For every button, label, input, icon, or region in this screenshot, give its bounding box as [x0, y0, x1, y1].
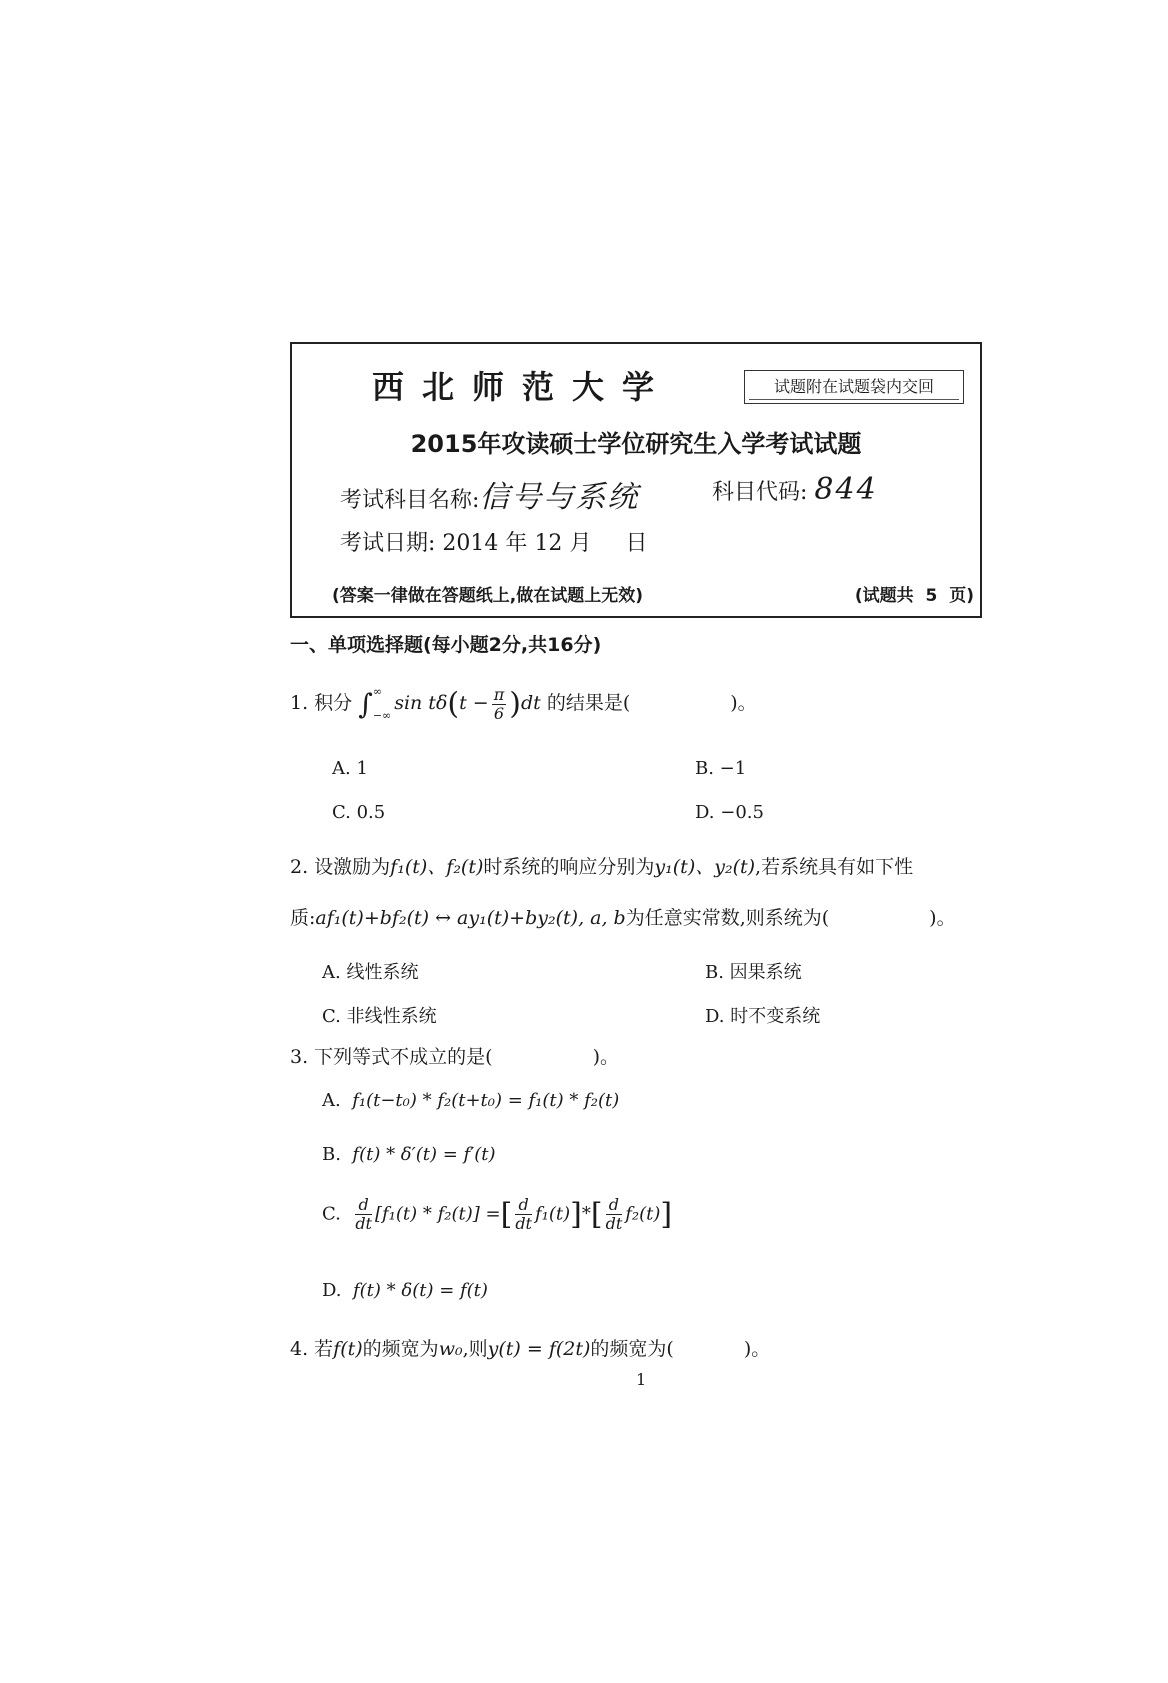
return-note-box: 试题附在试题袋内交回	[744, 370, 964, 404]
page-number: 1	[636, 1370, 647, 1389]
question-3: 3. 下列等式不成立的是( )。	[290, 1046, 620, 1068]
q1-integrand: sin tδ	[394, 692, 448, 714]
pages-count: 5	[925, 586, 938, 606]
date-year-unit: 年	[505, 531, 528, 556]
q2-responses: y₁(t)、y₂(t)	[654, 856, 756, 878]
date-day-unit: 日	[625, 531, 648, 556]
q1-option-c: C. 0.5	[332, 802, 386, 823]
question-1: 1. 积分 ∫ ∞ −∞ sin tδ(t − $\frac{\pi}{6}$ )dt 的结果是( )。	[290, 680, 757, 728]
university-name: 西北师范大学	[372, 368, 673, 406]
q2-excitations: f₁(t)、f₂(t)	[390, 856, 484, 878]
section-title: 一、单项选择题(每小题2分,共16分)	[290, 634, 602, 656]
date-year: 2014	[442, 531, 499, 556]
q2-option-b: B. 因果系统	[705, 962, 802, 983]
code-handwritten: 844	[814, 472, 878, 507]
q2-option-a: A. 线性系统	[322, 962, 419, 983]
subject-row	[340, 472, 639, 516]
q1-end: )。	[730, 692, 757, 714]
q1-option-a: A. 1	[332, 758, 368, 779]
q3c-ddt: $\frac{d}{dt}$	[355, 1195, 372, 1233]
subject-label: 考试科目名称:	[340, 488, 480, 513]
q3-option-b: B. f(t) * δ′(t) = f′(t)	[322, 1144, 496, 1165]
q1-fraction: $\frac{\pi}{6}$	[493, 684, 505, 723]
question-2-line-1: 2. 设激励为f₁(t)、f₂(t)时系统的响应分别为y₁(t)、y₂(t),若系统具有如下性	[290, 856, 914, 878]
q2-option-c: C. 非线性系统	[322, 1006, 437, 1027]
q1-option-b: B. −1	[695, 758, 747, 779]
q3-option-d: D. f(t) * δ(t) = f(t)	[322, 1280, 488, 1301]
exam-header-box	[290, 342, 982, 618]
question-2-line-2: 质:af₁(t)+bf₂(t) ↔ ay₁(t)+by₂(t), a, b为任意实常数,则系统为( )。	[290, 907, 956, 929]
pages-prefix: (试题共	[854, 586, 914, 606]
integral-sign: ∫	[358, 687, 373, 721]
code-label: 科目代码:	[712, 480, 808, 505]
answer-note: (答案一律做在答题纸上,做在试题上无效)	[332, 586, 643, 606]
q1-dt: dt	[520, 692, 541, 714]
integral-upper: ∞	[372, 685, 382, 698]
integral-limits	[373, 680, 391, 728]
q1-option-d: D. −0.5	[695, 802, 764, 823]
subject-handwritten: 信号与系统	[479, 480, 640, 515]
q1-suffix: 的结果是(	[546, 692, 631, 714]
q2-option-d: D. 时不变系统	[705, 1006, 821, 1027]
q3-option-c: C. $\frac{d}{dt}$ [f₁(t) * f₂(t)] =[ $\frac{d}{dt}$ f₁(t)]*[ $\frac{d}{dt}$ f₂(t)]	[322, 1195, 673, 1233]
integral-lower: −∞	[372, 709, 392, 722]
page-count-note	[855, 581, 974, 606]
date-month-unit: 月	[569, 531, 592, 556]
exam-title: 2015年攻读硕士学位研究生入学考试试题	[410, 430, 862, 458]
pages-suffix: 页)	[949, 586, 974, 606]
question-4: 4. 若f(t)的频宽为w₀,则y(t) = f(2t)的频宽为( )。	[290, 1338, 771, 1360]
q3-option-a: A. f₁(t−t₀) * f₂(t+t₀) = f₁(t) * f₂(t)	[322, 1090, 620, 1111]
q1-prefix: 1. 积分	[290, 692, 353, 714]
code-row	[712, 472, 878, 507]
date-month: 12	[534, 531, 563, 556]
date-row	[340, 526, 647, 557]
q2-relation: af₁(t)+bf₂(t) ↔ ay₁(t)+by₂(t), a, b	[315, 907, 626, 929]
q1-t: t −	[459, 692, 489, 714]
date-label: 考试日期:	[340, 531, 436, 556]
